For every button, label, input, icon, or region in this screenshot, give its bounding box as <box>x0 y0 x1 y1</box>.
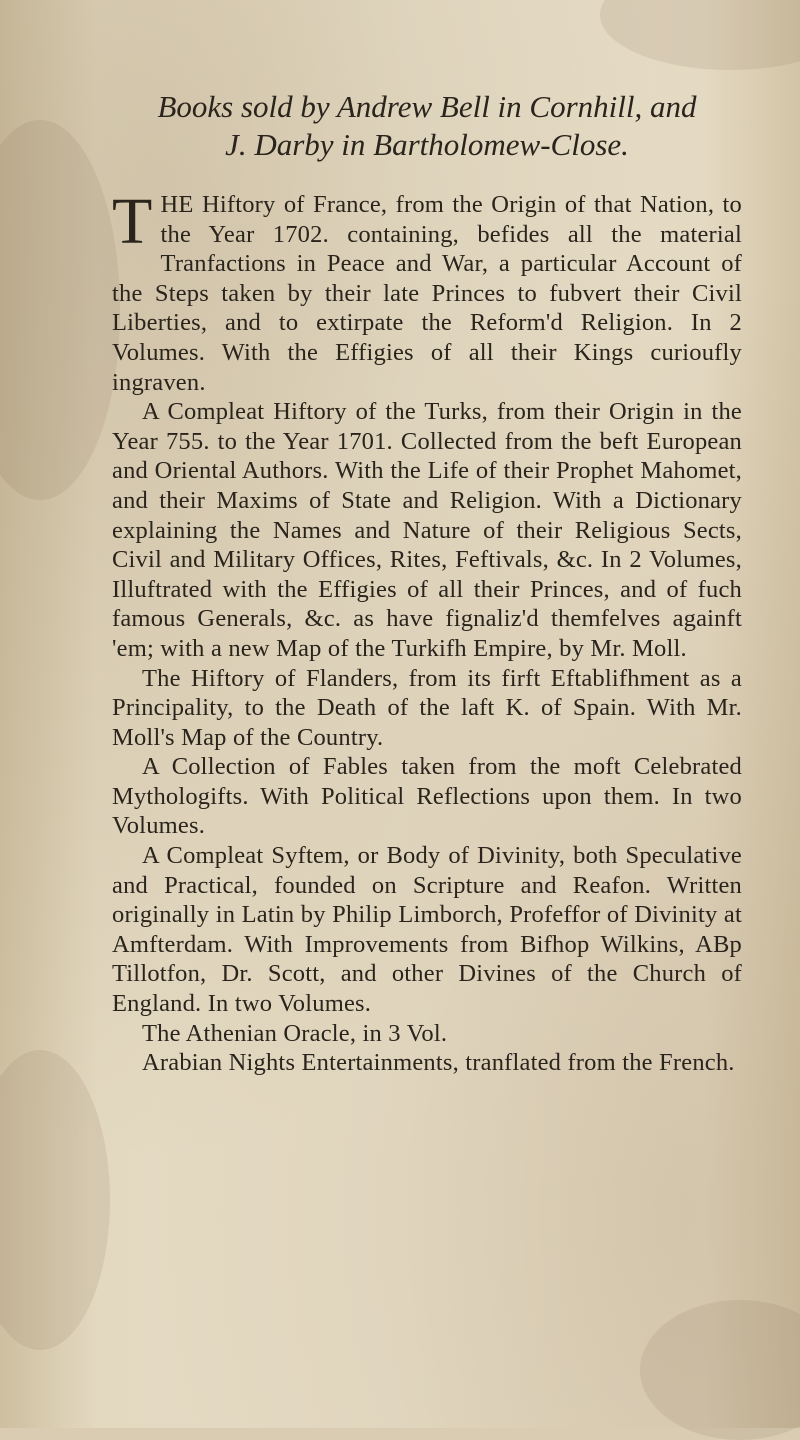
book-entry-athenian-oracle <box>112 1019 742 1049</box>
book-entry-arabian-nights <box>112 1048 742 1078</box>
paper-stain <box>0 1050 110 1350</box>
book-entry-collection-of-fables <box>112 752 742 841</box>
entry-text: A Compleat Hiftory of the Turks, from their Origin in the Year 755. to the Year 1701. Collected from the beft European and Oriental Authors. With the Life of their Prophet Mahomet, and their Maxims of State and Religion. With a Dictionary explaining the Names and Nature of their Religious Sects, Civil and Military Offices, Rites, Feftivals, &c. In 2 Volumes, Illuftrated with the Effigies of all their Princes, and of fuch famous Generals, &c. as have fignaliz'd themfelves againft 'em; with a new Map of the Turkifh Empire, by Mr. Moll. <box>112 398 742 662</box>
page-heading <box>112 88 742 164</box>
book-entry-history-of-flanders <box>112 664 742 753</box>
paper-stain <box>0 120 120 500</box>
book-entry-history-of-turks <box>112 397 742 663</box>
heading-line-2: J. Darby in Bartholomew-Close. <box>225 127 629 162</box>
paper-stain <box>640 1300 800 1440</box>
entry-text: Arabian Nights Entertainments, tranflated from the French. <box>142 1049 735 1077</box>
entry-text: A Collection of Fables taken from the moft Celebrated Mythologifts. With Political Reflections upon them. In two Volumes. <box>112 753 742 840</box>
book-entry-history-of-france <box>112 185 742 397</box>
entry-text: The Hiftory of Flanders, from its firft Eftablifhment as a Principality, to the Death of the laft K. of Spain. With Mr. Moll's Map of the Country. <box>112 664 742 751</box>
entry-text: The Athenian Oracle, in 3 Vol. <box>142 1019 448 1047</box>
book-entry-system-of-divinity <box>112 841 742 1019</box>
entry-text: A Compleat Syftem, or Body of Divinity, both Speculative and Practical, founded on Scripture and Reafon. Written originally in Latin by Philip Limborch, Profeffor of Divinity at Amfterdam. With Improvements from Bifhop Wilkins, ABp Tillotfon, Dr. Scott, and other Divines of the Church of England. In two Volumes. <box>112 842 742 1018</box>
paper-stain <box>600 0 800 70</box>
book-list <box>112 88 742 1078</box>
entry-text: HE Hiftory of France, from the Origin of that Nation, to the Year 1702. containing, befides all the material Tranfactions in Peace and War, a particular Account of the Steps taken by their late Princes to fubvert their Civil Liberties, and to extirpate the Reform'd Religion. In 2 Volumes. With the Effigies of all their Kings curioufly ingraven. <box>112 191 742 396</box>
heading-line-1: Books sold by Andrew Bell in Cornhill, and <box>157 89 697 124</box>
drop-cap: T <box>112 185 153 258</box>
